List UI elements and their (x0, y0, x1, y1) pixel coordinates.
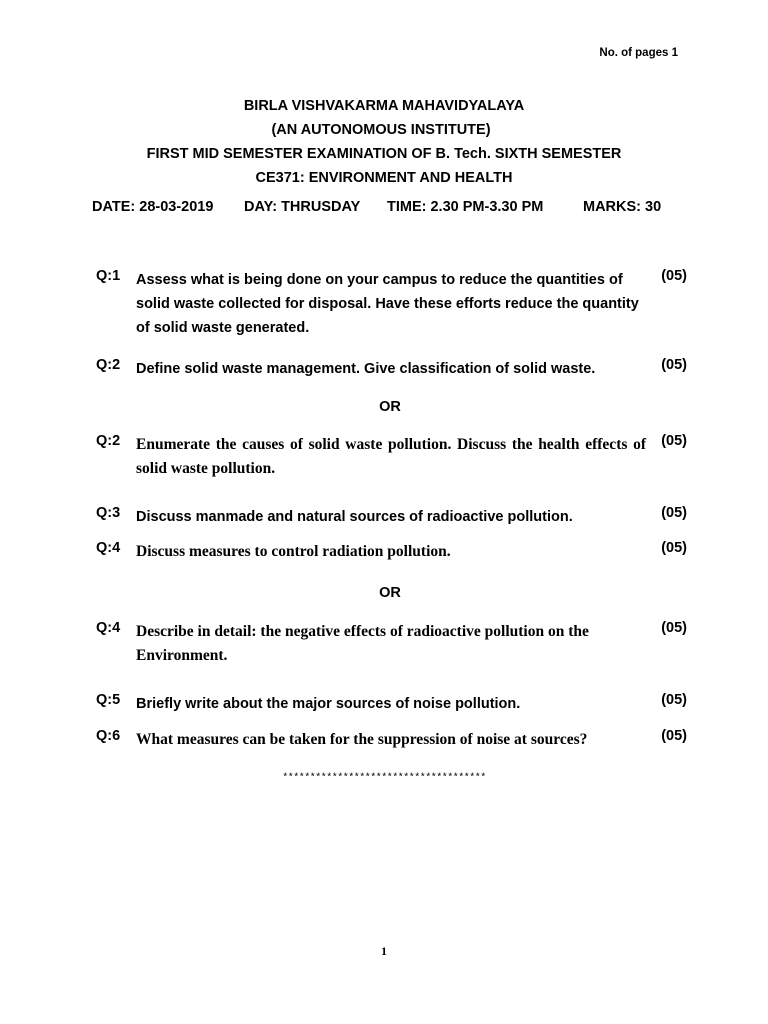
institution-status: (AN AUTONOMOUS INSTITUTE) (271, 122, 491, 138)
exam-date: DATE: 28-03-2019 (92, 199, 214, 215)
question-number: Q:3 (96, 505, 121, 521)
question-number: Q:4 (96, 540, 121, 556)
exam-day: DAY: THRUSDAY (244, 199, 361, 215)
exam-header (0, 94, 768, 190)
question-text: What measures can be taken for the suppression of noise at sources? (136, 731, 588, 748)
question-text: Describe in detail: the negative effects of radioactive pollution on the Environment. (136, 623, 589, 664)
question-marks: (05) (661, 433, 687, 449)
question-marks: (05) (661, 357, 687, 373)
exam-title: FIRST MID SEMESTER EXAMINATION OF B. Tech. SIXTH SEMESTER (146, 146, 622, 162)
end-separator: ************************************* (282, 773, 486, 784)
question-text: Briefly write about the major sources of noise pollution. (136, 696, 521, 712)
question-text: Enumerate the causes of solid waste pollution. Discuss the health effects of solid waste pollution. (136, 436, 646, 477)
question-number: Q:2 (96, 433, 121, 449)
question-text: Discuss measures to control radiation pollution. (136, 543, 451, 560)
question-number: Q:6 (96, 728, 121, 744)
institution-name: BIRLA VISHVAKARMA MAHAVIDYALAYA (243, 98, 525, 114)
question-marks: (05) (661, 728, 687, 744)
or-divider: OR (379, 585, 401, 601)
question-text: Assess what is being done on your campus to reduce the quantities of solid waste collected for disposal. Have these efforts reduce the quantity of solid waste generated. (136, 272, 639, 336)
question-number: Q:2 (96, 357, 121, 373)
question-marks: (05) (661, 620, 687, 636)
course-title: CE371: ENVIRONMENT AND HEALTH (255, 170, 513, 186)
question-number: Q:5 (96, 692, 121, 708)
question-text: Define solid waste management. Give classification of solid waste. (136, 361, 596, 377)
question-marks: (05) (661, 540, 687, 556)
question-marks: (05) (661, 268, 687, 284)
pages-note: No. of pages 1 (599, 47, 678, 59)
question-text: Discuss manmade and natural sources of radioactive pollution. (136, 509, 573, 525)
exam-marks: MARKS: 30 (583, 199, 662, 215)
question-marks: (05) (661, 692, 687, 708)
question-marks: (05) (661, 505, 687, 521)
or-divider: OR (379, 399, 401, 415)
question-number: Q:4 (96, 620, 121, 636)
question-number: Q:1 (96, 268, 121, 284)
page-number: 1 (381, 944, 387, 958)
exam-time: TIME: 2.30 PM-3.30 PM (387, 199, 544, 215)
